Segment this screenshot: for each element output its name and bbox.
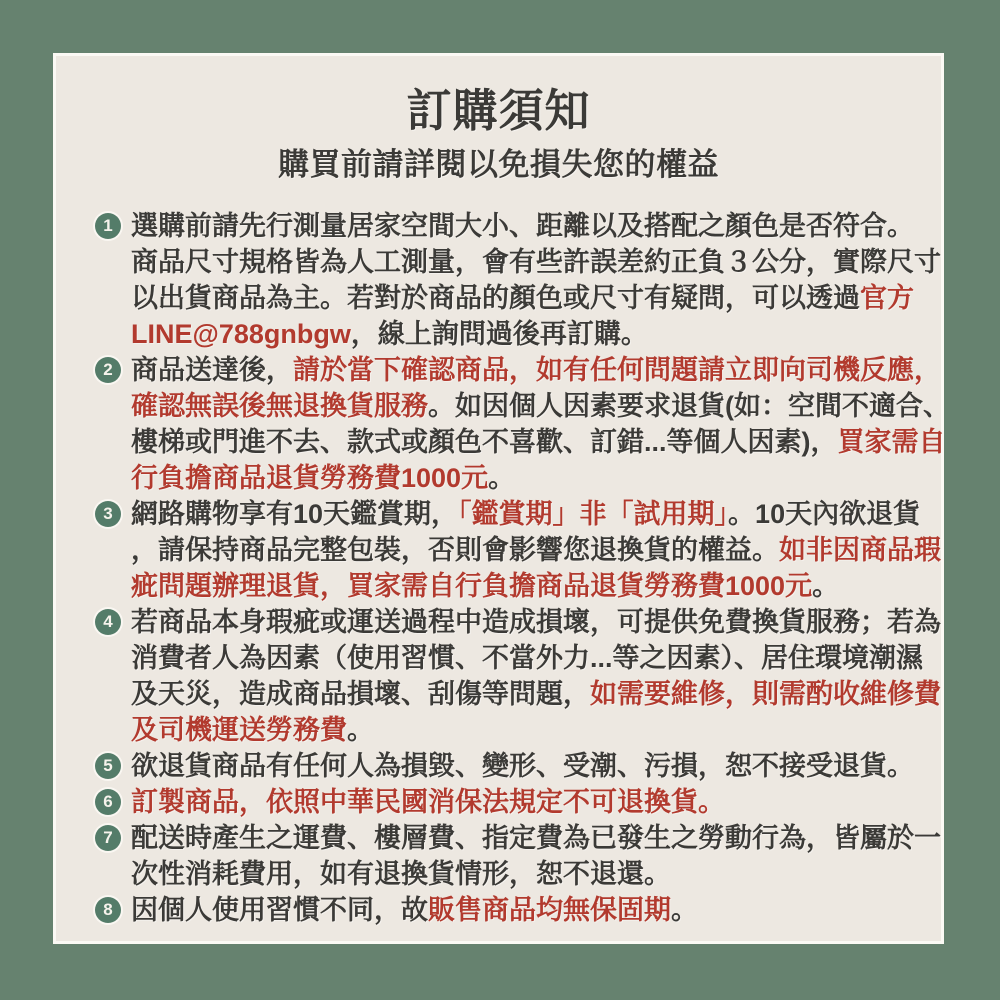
highlight-text: 買家需自 <box>837 427 946 457</box>
notice-item <box>95 496 941 604</box>
item-line <box>131 532 941 568</box>
item-number-badge: 5 <box>95 753 121 779</box>
body-text: 樓梯或門進不去、款式或顏色不喜歡、訂錯...等個人因素)， <box>131 427 838 457</box>
highlight-text: 確認無誤後無退換貨服務 <box>131 391 428 421</box>
item-line <box>131 856 915 892</box>
item-number-badge: 4 <box>95 609 121 635</box>
body-text: 因個人使用習慣不同，故 <box>131 895 428 925</box>
highlight-text: 如非因商品瑕 <box>779 535 941 565</box>
item-line <box>131 208 915 244</box>
notice-item <box>95 748 915 784</box>
highlight-text: 訂製商品，依照中華民國消保法規定不可退換貨。 <box>131 787 725 817</box>
item-text <box>131 820 941 892</box>
item-number-badge: 7 <box>95 825 121 851</box>
notice-panel <box>53 53 950 944</box>
item-line <box>131 640 924 676</box>
body-text: 。如因個人因素要求退貨(如：空間不適合、 <box>428 391 950 421</box>
item-line <box>131 280 915 316</box>
item-line <box>131 712 915 748</box>
body-text: 若商品本身瑕疵或運送過程中造成損壞，可提供免費換貨服務；若為 <box>131 607 941 637</box>
item-text <box>131 784 915 820</box>
notice-item <box>95 892 915 928</box>
item-line <box>131 748 915 784</box>
body-text: 。 <box>347 715 374 745</box>
body-text: 消費者人為因素（使用習慣、不當外力...等之因素）、居住環境潮濕 <box>131 643 924 673</box>
item-text <box>131 496 941 604</box>
item-line <box>131 316 915 352</box>
item-number-badge: 2 <box>95 357 121 383</box>
item-number-badge: 6 <box>95 789 121 815</box>
notice-list <box>95 208 950 928</box>
page-subtitle: 購買前請詳閱以免損失您的權益 <box>278 147 719 182</box>
body-text: 及天災，造成商品損壞、刮傷等問題， <box>131 679 590 709</box>
body-text: 欲退貨商品有任何人為損毀、變形、受潮、污損，恕不接受退貨。 <box>131 751 914 781</box>
highlight-text: 請於當下確認商品，如有任何問題請立即向司機反應， <box>293 355 941 385</box>
body-text: 。 <box>671 895 698 925</box>
item-line <box>131 496 921 532</box>
notice-item <box>95 208 941 352</box>
body-text: 網路購物享有10天鑑賞期， <box>131 499 459 529</box>
item-line <box>131 604 941 640</box>
body-text: 商品尺寸規格皆為人工測量，會有些許誤差約正負３公分，實際尺寸 <box>131 247 941 277</box>
highlight-text: 官方 <box>860 283 914 313</box>
body-text: 。 <box>812 571 840 601</box>
notice-item <box>95 352 950 496</box>
page-title: 訂購須知 <box>406 85 591 136</box>
item-number-badge: 3 <box>95 501 121 527</box>
body-text: 。 <box>488 463 516 493</box>
highlight-text: 「鑑賞期」非「試用期」 <box>458 499 729 529</box>
item-number-badge: 1 <box>95 213 121 239</box>
body-text: 以出貨商品為主。若對於商品的顏色或尺寸有疑問，可以透過 <box>131 283 860 313</box>
body-text: ，請保持商品完整包裝，否則會影響您退換貨的權益。 <box>131 535 779 565</box>
body-text: 選購前請先行測量居家空間大小、距離以及搭配之顏色是否符合。 <box>131 211 914 241</box>
highlight-text: 行負擔商品退貨勞務費1000元 <box>131 463 489 493</box>
notice-item <box>95 820 941 892</box>
body-text: 配送時產生之運費、樓層費、指定費為已發生之勞動行為，皆屬於一 <box>131 823 941 853</box>
item-text <box>131 892 915 928</box>
item-text <box>131 604 941 748</box>
highlight-text: 及司機運送勞務費 <box>131 715 347 745</box>
item-line <box>131 460 915 496</box>
notice-item <box>95 604 941 748</box>
notice-item <box>95 784 915 820</box>
highlight-text: 販售商品均無保固期 <box>428 895 671 925</box>
highlight-text: 如需要維修，則需酌收維修費 <box>590 679 941 709</box>
item-text <box>131 352 950 496</box>
item-line <box>131 676 941 712</box>
body-text: 次性消耗費用，如有退換貨情形，恕不退還。 <box>131 859 671 889</box>
item-line <box>131 820 941 856</box>
item-number-badge: 8 <box>95 897 121 923</box>
body-text: 商品送達後， <box>131 355 293 385</box>
item-line <box>131 892 915 928</box>
item-line <box>131 244 941 280</box>
item-line <box>131 352 941 388</box>
highlight-text: 疵問題辦理退貨，買家需自行負擔商品退貨勞務費1000元 <box>131 571 813 601</box>
highlight-text: LINE@788gnbgw <box>131 319 351 349</box>
body-text: ，線上詢問過後再訂購。 <box>350 319 648 349</box>
item-line <box>131 388 950 424</box>
item-line <box>131 424 946 460</box>
item-text <box>131 208 941 352</box>
item-text <box>131 748 915 784</box>
item-line <box>131 784 915 820</box>
body-text: 。10天內欲退貨 <box>728 499 921 529</box>
item-line <box>131 568 915 604</box>
